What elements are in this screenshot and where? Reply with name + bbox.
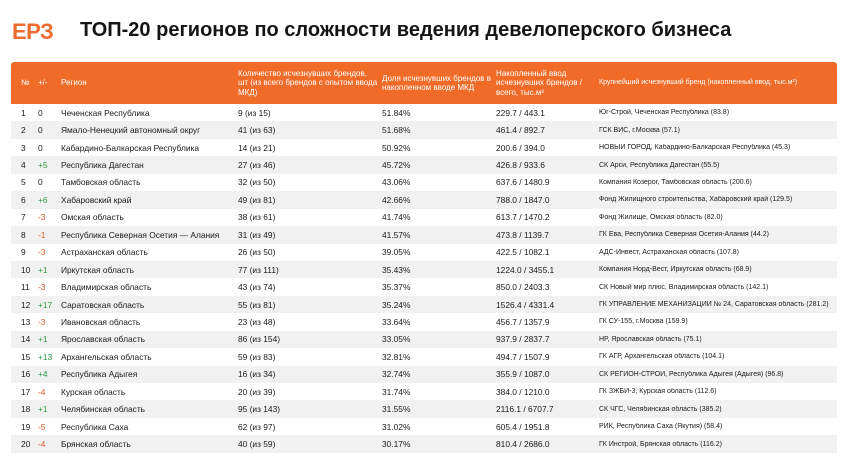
- row-share: 35.37%: [382, 282, 411, 293]
- row-region: Чеченская Республика: [61, 107, 150, 118]
- row-region: Республика Адыгея: [61, 369, 138, 380]
- row-share: 35.24%: [382, 299, 411, 310]
- row-brand: Фонд Жилище, Омская область (82.0): [599, 213, 723, 221]
- table-row: [11, 139, 837, 156]
- table-row: [11, 278, 837, 295]
- row-change: 0: [38, 142, 43, 153]
- row-change: +17: [38, 299, 53, 310]
- row-change: 0: [38, 177, 43, 188]
- row-count: 31 (из 49): [238, 229, 276, 240]
- row-change: -3: [38, 247, 46, 258]
- row-brand: ГК Инстрой, Брянская область (116.2): [599, 440, 722, 448]
- row-change: 0: [38, 125, 43, 136]
- row-change: +1: [38, 334, 48, 345]
- table-header: [11, 62, 837, 104]
- row-region: Республика Саха: [61, 421, 129, 432]
- row-count: 41 (из 63): [238, 125, 276, 136]
- row-brand: АДС-Инвест, Астраханская область (107.8): [599, 248, 740, 256]
- row-change: -3: [38, 212, 46, 223]
- table-row: [11, 104, 837, 121]
- table-row: [11, 418, 837, 435]
- row-count: 55 (из 81): [238, 299, 276, 310]
- table-row: [11, 383, 837, 400]
- row-brand: СК Новый мир плюс, Владимирская область (142.1): [599, 283, 769, 291]
- row-region: Архангельская область: [61, 351, 152, 362]
- header-count: Количество исчезнувших брендов, шт (из всего брендов с опытом ввода МКД): [238, 68, 378, 97]
- row-count: 59 (из 83): [238, 351, 276, 362]
- row-num: 5: [21, 177, 26, 188]
- row-count: 16 (из 34): [238, 369, 276, 380]
- row-num: 8: [21, 229, 26, 240]
- table-row: [11, 226, 837, 243]
- row-brand: Компания Норд-Вест, Иркутская область (68.9): [599, 266, 752, 274]
- row-region: Хабаровский край: [61, 194, 132, 205]
- row-num: 7: [21, 212, 26, 223]
- row-share: 51.68%: [382, 125, 411, 136]
- header-change: +/-: [38, 78, 48, 88]
- row-brand: Юг-Строй, Чеченская Республика (83.8): [599, 109, 730, 117]
- row-brand: СК Арси, Республика Дагестан (55.5): [599, 161, 720, 169]
- row-region: Астраханская область: [61, 247, 148, 258]
- row-region: Иркутская область: [61, 264, 134, 275]
- row-change: +5: [38, 160, 48, 171]
- table-row: [11, 400, 837, 417]
- table-row: [11, 331, 837, 348]
- table-row: [11, 244, 837, 261]
- row-change: -5: [38, 421, 46, 432]
- row-count: 43 (из 74): [238, 282, 276, 293]
- header-volume: Накопленный ввод исчезнувших брендов / всего, тыс.м²: [496, 68, 582, 97]
- row-count: 38 (из 61): [238, 212, 276, 223]
- row-brand: ГК Ева, Республика Северная Осетия-Алания (44.2): [599, 231, 769, 239]
- row-count: 62 (из 97): [238, 421, 276, 432]
- table-row: [11, 121, 837, 138]
- row-region: Республика Северная Осетия — Алания: [61, 229, 220, 240]
- row-change: +1: [38, 264, 48, 275]
- row-brand: Компания Козерог, Тамбовская область (200.6): [599, 178, 752, 186]
- row-volume: 850.0 / 2403.3: [496, 282, 550, 293]
- row-volume: 2116.1 / 6707.7: [496, 404, 554, 415]
- row-brand: ГСК ВИС, г.Москва (57.1): [599, 126, 680, 134]
- table-row: [11, 313, 837, 330]
- row-volume: 355.9 / 1087.0: [496, 369, 550, 380]
- row-num: 6: [21, 194, 26, 205]
- table-row: [11, 191, 837, 208]
- row-volume: 461.4 / 892.7: [496, 125, 545, 136]
- row-volume: 456.7 / 1357.9: [496, 316, 550, 327]
- row-num: 3: [21, 142, 26, 153]
- row-share: 42.66%: [382, 194, 411, 205]
- table-row: [11, 348, 837, 365]
- row-brand: ГК АГР, Архангельская область (104.1): [599, 353, 725, 361]
- row-volume: 1224.0 / 3455.1: [496, 264, 555, 275]
- row-brand: СК РЕГИОН-СТРОЙ, Республика Адыгея (Адыгея) (96.8): [599, 370, 784, 378]
- row-share: 45.72%: [382, 160, 411, 171]
- table-row: [11, 296, 837, 313]
- table-row: [11, 209, 837, 226]
- row-brand: ГК СУ-155, г.Москва (159.9): [599, 318, 688, 326]
- row-num: 9: [21, 247, 26, 258]
- row-count: 20 (из 39): [238, 386, 276, 397]
- ranking-table: [11, 62, 837, 453]
- row-change: -3: [38, 316, 46, 327]
- row-count: 32 (из 50): [238, 177, 276, 188]
- row-volume: 426.8 / 933.6: [496, 160, 545, 171]
- table-row: [11, 435, 837, 452]
- row-share: 50.92%: [382, 142, 411, 153]
- row-num: 1: [21, 107, 26, 118]
- row-count: 27 (из 46): [238, 160, 276, 171]
- table-body: [11, 104, 837, 453]
- row-volume: 605.4 / 1951.8: [496, 421, 550, 432]
- row-region: Кабардино-Балкарская Республика: [61, 142, 200, 153]
- header-share: Доля исчезнувших брендов в накопленном вводе МКД: [382, 73, 492, 92]
- row-change: -1: [38, 229, 46, 240]
- row-count: 49 (из 81): [238, 194, 276, 205]
- row-region: Курская область: [61, 386, 126, 397]
- row-share: 32.81%: [382, 351, 411, 362]
- row-volume: 1526.4 / 4331.4: [496, 299, 555, 310]
- row-brand: СК ЧГС, Челябинская область (385.2): [599, 405, 722, 413]
- row-share: 31.02%: [382, 421, 411, 432]
- row-brand: Фонд Жилищного строительства, Хабаровский край (129.5): [599, 196, 793, 204]
- row-count: 9 (из 15): [238, 107, 271, 118]
- row-region: Ямало-Ненецкий автономный округ: [61, 125, 201, 136]
- header: [0, 0, 863, 62]
- row-change: -3: [38, 282, 46, 293]
- row-share: 30.17%: [382, 439, 411, 450]
- row-num: 15: [21, 351, 31, 362]
- row-volume: 473.8 / 1139.7: [496, 229, 549, 240]
- row-share: 33.05%: [382, 334, 411, 345]
- row-brand: НОВЫЙ ГОРОД, Кабардино-Балкарская Республика (45.3): [599, 144, 791, 152]
- row-count: 40 (из 59): [238, 439, 276, 450]
- row-change: +4: [38, 369, 48, 380]
- row-count: 77 (из 111): [238, 264, 279, 275]
- row-region: Челябинская область: [61, 404, 146, 415]
- row-region: Ивановская область: [61, 316, 141, 327]
- row-region: Тамбовская область: [61, 177, 141, 188]
- row-volume: 384.0 / 1210.0: [496, 386, 550, 397]
- table-row: [11, 366, 837, 383]
- row-volume: 494.7 / 1507.9: [496, 351, 550, 362]
- row-num: 20: [21, 439, 31, 450]
- row-share: 31.55%: [382, 404, 411, 415]
- row-share: 33.64%: [382, 316, 411, 327]
- row-num: 2: [21, 125, 26, 136]
- row-num: 16: [21, 369, 31, 380]
- header-brand: Крупнейший исчезнувший бренд (накопленный ввод, тыс.м²): [599, 79, 798, 87]
- row-brand: ГК УПРАВЛЕНИЕ МЕХАНИЗАЦИИ № 24, Саратовская область (281.2): [599, 301, 829, 309]
- row-region: Омская область: [61, 212, 124, 223]
- row-num: 12: [21, 299, 31, 310]
- row-region: Владимирская область: [61, 282, 152, 293]
- row-num: 19: [21, 421, 31, 432]
- row-num: 13: [21, 316, 31, 327]
- table-row: [11, 174, 837, 191]
- row-change: +6: [38, 194, 48, 205]
- row-share: 39.05%: [382, 247, 411, 258]
- row-count: 23 (из 48): [238, 316, 276, 327]
- row-share: 41.74%: [382, 212, 411, 223]
- row-volume: 422.5 / 1082.1: [496, 247, 550, 258]
- row-share: 31.74%: [382, 386, 411, 397]
- row-num: 10: [21, 264, 31, 275]
- row-count: 86 (из 154): [238, 334, 281, 345]
- header-num: №: [21, 78, 30, 88]
- row-num: 4: [21, 160, 26, 171]
- row-region: Брянская область: [61, 439, 131, 450]
- row-share: 51.84%: [382, 107, 411, 118]
- page-title: ТОП-20 регионов по сложности ведения девелоперского бизнеса: [80, 19, 732, 41]
- row-volume: 637.6 / 1480.9: [496, 177, 550, 188]
- row-change: 0: [38, 107, 43, 118]
- row-volume: 200.6 / 394.0: [496, 142, 545, 153]
- row-share: 35.43%: [382, 264, 411, 275]
- erz-logo: ЕРЗ: [12, 19, 54, 44]
- row-volume: 613.7 / 1470.2: [496, 212, 550, 223]
- row-volume: 788.0 / 1847.0: [496, 194, 550, 205]
- header-region: Регион: [61, 78, 87, 88]
- row-num: 14: [21, 334, 31, 345]
- row-share: 32.74%: [382, 369, 411, 380]
- row-count: 14 (из 21): [238, 142, 276, 153]
- row-volume: 937.9 / 2837.7: [496, 334, 550, 345]
- row-share: 43.06%: [382, 177, 411, 188]
- row-region: Саратовская область: [61, 299, 145, 310]
- row-num: 17: [21, 386, 31, 397]
- row-num: 18: [21, 404, 31, 415]
- row-change: +1: [38, 404, 48, 415]
- table-row: [11, 261, 837, 278]
- row-brand: РИК, Республика Саха (Якутия) (58.4): [599, 423, 723, 431]
- row-region: Республика Дагестан: [61, 160, 144, 171]
- table-row: [11, 156, 837, 173]
- row-change: -4: [38, 439, 46, 450]
- row-change: -4: [38, 386, 46, 397]
- row-region: Ярославская область: [61, 334, 146, 345]
- row-num: 11: [21, 282, 30, 293]
- row-brand: ГК ЗЖБИ-3, Курская область (112.6): [599, 388, 717, 396]
- row-brand: НР, Ярославская область (75.1): [599, 335, 702, 343]
- row-count: 95 (из 143): [238, 404, 281, 415]
- row-volume: 229.7 / 443.1: [496, 107, 545, 118]
- row-change: +13: [38, 351, 53, 362]
- row-volume: 810.4 / 2686.0: [496, 439, 550, 450]
- row-count: 26 (из 50): [238, 247, 276, 258]
- row-share: 41.57%: [382, 229, 411, 240]
